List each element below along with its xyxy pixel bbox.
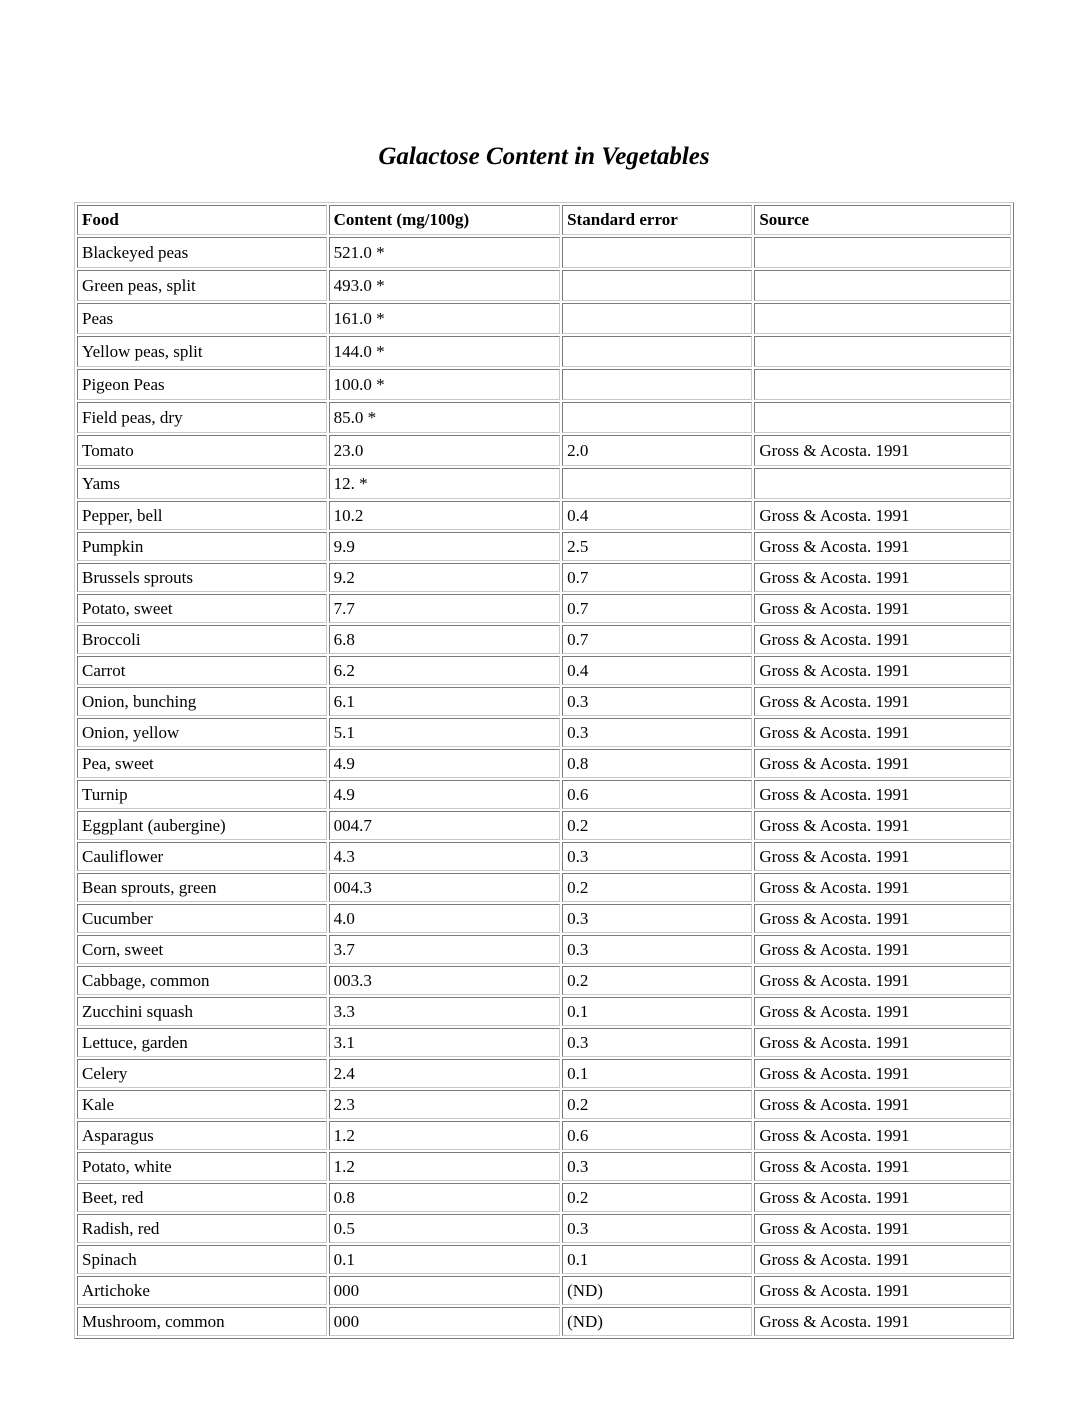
cell-food: Pigeon Peas: [77, 369, 327, 400]
cell-source: [754, 336, 1011, 367]
cell-food: Onion, yellow: [77, 718, 327, 747]
page-title: Galactose Content in Vegetables: [378, 142, 710, 170]
cell-content: 9.9: [329, 532, 560, 561]
cell-food: Bean sprouts, green: [77, 873, 327, 902]
cell-source: Gross & Acosta. 1991: [754, 656, 1011, 685]
cell-food: Broccoli: [77, 625, 327, 654]
table-row: [77, 1028, 1011, 1057]
cell-source: Gross & Acosta. 1991: [754, 1183, 1011, 1212]
cell-standard-error: 0.3: [562, 1028, 752, 1057]
cell-source: Gross & Acosta. 1991: [754, 1307, 1011, 1336]
table-row: [77, 1276, 1011, 1305]
cell-source: Gross & Acosta. 1991: [754, 842, 1011, 871]
galactose-table: [74, 202, 1014, 1339]
cell-content: 10.2: [329, 501, 560, 530]
table-row: [77, 1183, 1011, 1212]
table-row: [77, 687, 1011, 716]
cell-food: Tomato: [77, 435, 327, 466]
cell-standard-error: 0.3: [562, 718, 752, 747]
table-row: [77, 780, 1011, 809]
cell-source: Gross & Acosta. 1991: [754, 718, 1011, 747]
table-row: [77, 625, 1011, 654]
cell-content: 4.3: [329, 842, 560, 871]
cell-source: Gross & Acosta. 1991: [754, 811, 1011, 840]
cell-standard-error: 0.2: [562, 966, 752, 995]
cell-standard-error: [562, 369, 752, 400]
cell-content: 6.8: [329, 625, 560, 654]
cell-content: 4.9: [329, 749, 560, 778]
cell-standard-error: 0.3: [562, 687, 752, 716]
cell-standard-error: 0.1: [562, 997, 752, 1026]
cell-food: Yams: [77, 468, 327, 499]
cell-content: 000: [329, 1276, 560, 1305]
cell-source: Gross & Acosta. 1991: [754, 780, 1011, 809]
cell-food: Potato, sweet: [77, 594, 327, 623]
cell-standard-error: 0.1: [562, 1245, 752, 1274]
column-header-content: Content (mg/100g): [329, 205, 560, 235]
cell-standard-error: 0.6: [562, 1121, 752, 1150]
table-row: [77, 594, 1011, 623]
cell-food: Yellow peas, split: [77, 336, 327, 367]
cell-content: 003.3: [329, 966, 560, 995]
cell-content: 23.0: [329, 435, 560, 466]
cell-source: [754, 237, 1011, 268]
cell-standard-error: 0.7: [562, 594, 752, 623]
table-row: [77, 501, 1011, 530]
cell-food: Spinach: [77, 1245, 327, 1274]
cell-food: Beet, red: [77, 1183, 327, 1212]
cell-content: 7.7: [329, 594, 560, 623]
cell-food: Field peas, dry: [77, 402, 327, 433]
cell-content: 100.0 *: [329, 369, 560, 400]
cell-food: Corn, sweet: [77, 935, 327, 964]
cell-content: 0.1: [329, 1245, 560, 1274]
table-row: [77, 1152, 1011, 1181]
cell-content: 4.0: [329, 904, 560, 933]
cell-standard-error: [562, 270, 752, 301]
table-row: [77, 935, 1011, 964]
table-row: [77, 237, 1011, 268]
cell-content: 004.7: [329, 811, 560, 840]
cell-standard-error: [562, 303, 752, 334]
table-row: [77, 1214, 1011, 1243]
cell-source: Gross & Acosta. 1991: [754, 1276, 1011, 1305]
table-row: [77, 997, 1011, 1026]
cell-standard-error: 0.3: [562, 935, 752, 964]
cell-source: Gross & Acosta. 1991: [754, 594, 1011, 623]
table-row: [77, 873, 1011, 902]
cell-food: Cauliflower: [77, 842, 327, 871]
cell-standard-error: 0.4: [562, 656, 752, 685]
cell-standard-error: (ND): [562, 1307, 752, 1336]
table-row: [77, 749, 1011, 778]
cell-content: 004.3: [329, 873, 560, 902]
cell-food: Brussels sprouts: [77, 563, 327, 592]
table-row: [77, 904, 1011, 933]
cell-source: Gross & Acosta. 1991: [754, 1245, 1011, 1274]
cell-food: Artichoke: [77, 1276, 327, 1305]
cell-standard-error: 0.7: [562, 563, 752, 592]
cell-standard-error: 0.2: [562, 873, 752, 902]
cell-food: Lettuce, garden: [77, 1028, 327, 1057]
cell-food: Cabbage, common: [77, 966, 327, 995]
cell-food: Blackeyed peas: [77, 237, 327, 268]
cell-content: 2.4: [329, 1059, 560, 1088]
table-row: [77, 1121, 1011, 1150]
table-row: [77, 369, 1011, 400]
table-row: [77, 1059, 1011, 1088]
cell-source: Gross & Acosta. 1991: [754, 873, 1011, 902]
cell-content: 3.7: [329, 935, 560, 964]
table-row: [77, 402, 1011, 433]
cell-food: Pumpkin: [77, 532, 327, 561]
table-row: [77, 336, 1011, 367]
cell-content: 0.8: [329, 1183, 560, 1212]
cell-standard-error: 0.4: [562, 501, 752, 530]
cell-source: Gross & Acosta. 1991: [754, 625, 1011, 654]
table-row: [77, 270, 1011, 301]
cell-standard-error: [562, 237, 752, 268]
cell-content: 4.9: [329, 780, 560, 809]
table-body: [77, 237, 1011, 1336]
table-row: [77, 1307, 1011, 1336]
cell-food: Carrot: [77, 656, 327, 685]
cell-standard-error: 2.0: [562, 435, 752, 466]
cell-standard-error: 0.2: [562, 811, 752, 840]
cell-source: Gross & Acosta. 1991: [754, 997, 1011, 1026]
cell-food: Potato, white: [77, 1152, 327, 1181]
cell-standard-error: (ND): [562, 1276, 752, 1305]
cell-standard-error: 0.3: [562, 842, 752, 871]
table-row: [77, 532, 1011, 561]
cell-content: 000: [329, 1307, 560, 1336]
cell-standard-error: [562, 402, 752, 433]
cell-food: Pepper, bell: [77, 501, 327, 530]
table-row: [77, 811, 1011, 840]
cell-food: Kale: [77, 1090, 327, 1119]
cell-standard-error: 0.3: [562, 1152, 752, 1181]
column-header-standard-error: Standard error: [562, 205, 752, 235]
cell-food: Peas: [77, 303, 327, 334]
cell-content: 493.0 *: [329, 270, 560, 301]
cell-source: Gross & Acosta. 1991: [754, 532, 1011, 561]
table-row: [77, 656, 1011, 685]
cell-content: 1.2: [329, 1121, 560, 1150]
column-header-source: Source: [754, 205, 1011, 235]
cell-source: Gross & Acosta. 1991: [754, 435, 1011, 466]
cell-standard-error: 0.3: [562, 1214, 752, 1243]
table-row: [77, 468, 1011, 499]
table-row: [77, 842, 1011, 871]
cell-standard-error: 0.1: [562, 1059, 752, 1088]
cell-content: 6.1: [329, 687, 560, 716]
table-header-row: [77, 205, 1011, 235]
column-header-food: Food: [77, 205, 327, 235]
cell-content: 3.3: [329, 997, 560, 1026]
cell-source: [754, 369, 1011, 400]
cell-food: Eggplant (aubergine): [77, 811, 327, 840]
cell-content: 161.0 *: [329, 303, 560, 334]
cell-food: Turnip: [77, 780, 327, 809]
table-row: [77, 303, 1011, 334]
cell-content: 521.0 *: [329, 237, 560, 268]
cell-food: Radish, red: [77, 1214, 327, 1243]
cell-source: [754, 270, 1011, 301]
cell-standard-error: 0.2: [562, 1090, 752, 1119]
cell-source: Gross & Acosta. 1991: [754, 563, 1011, 592]
cell-food: Zucchini squash: [77, 997, 327, 1026]
table-row: [77, 966, 1011, 995]
table-row: [77, 563, 1011, 592]
cell-source: Gross & Acosta. 1991: [754, 687, 1011, 716]
cell-content: 5.1: [329, 718, 560, 747]
cell-food: Asparagus: [77, 1121, 327, 1150]
table-container: [74, 202, 1014, 1408]
cell-source: Gross & Acosta. 1991: [754, 1028, 1011, 1057]
cell-content: 6.2: [329, 656, 560, 685]
cell-source: [754, 303, 1011, 334]
cell-source: [754, 402, 1011, 433]
cell-source: Gross & Acosta. 1991: [754, 1152, 1011, 1181]
cell-source: Gross & Acosta. 1991: [754, 749, 1011, 778]
cell-content: 0.5: [329, 1214, 560, 1243]
cell-content: 9.2: [329, 563, 560, 592]
cell-food: Onion, bunching: [77, 687, 327, 716]
cell-food: Green peas, split: [77, 270, 327, 301]
cell-food: Mushroom, common: [77, 1307, 327, 1336]
cell-standard-error: [562, 468, 752, 499]
table-row: [77, 435, 1011, 466]
cell-content: 2.3: [329, 1090, 560, 1119]
cell-standard-error: 0.6: [562, 780, 752, 809]
cell-content: 144.0 *: [329, 336, 560, 367]
table-row: [77, 718, 1011, 747]
cell-source: Gross & Acosta. 1991: [754, 1090, 1011, 1119]
cell-source: [754, 468, 1011, 499]
cell-standard-error: 0.7: [562, 625, 752, 654]
table-row: [77, 1090, 1011, 1119]
cell-source: Gross & Acosta. 1991: [754, 1214, 1011, 1243]
cell-source: Gross & Acosta. 1991: [754, 1059, 1011, 1088]
cell-standard-error: 2.5: [562, 532, 752, 561]
cell-source: Gross & Acosta. 1991: [754, 904, 1011, 933]
cell-source: Gross & Acosta. 1991: [754, 1121, 1011, 1150]
cell-source: Gross & Acosta. 1991: [754, 935, 1011, 964]
cell-content: 12. *: [329, 468, 560, 499]
cell-standard-error: 0.8: [562, 749, 752, 778]
cell-food: Celery: [77, 1059, 327, 1088]
cell-source: Gross & Acosta. 1991: [754, 966, 1011, 995]
cell-standard-error: [562, 336, 752, 367]
cell-standard-error: 0.2: [562, 1183, 752, 1212]
cell-content: 85.0 *: [329, 402, 560, 433]
cell-food: Pea, sweet: [77, 749, 327, 778]
cell-content: 1.2: [329, 1152, 560, 1181]
cell-food: Cucumber: [77, 904, 327, 933]
cell-source: Gross & Acosta. 1991: [754, 501, 1011, 530]
cell-standard-error: 0.3: [562, 904, 752, 933]
table-row: [77, 1245, 1011, 1274]
cell-content: 3.1: [329, 1028, 560, 1057]
